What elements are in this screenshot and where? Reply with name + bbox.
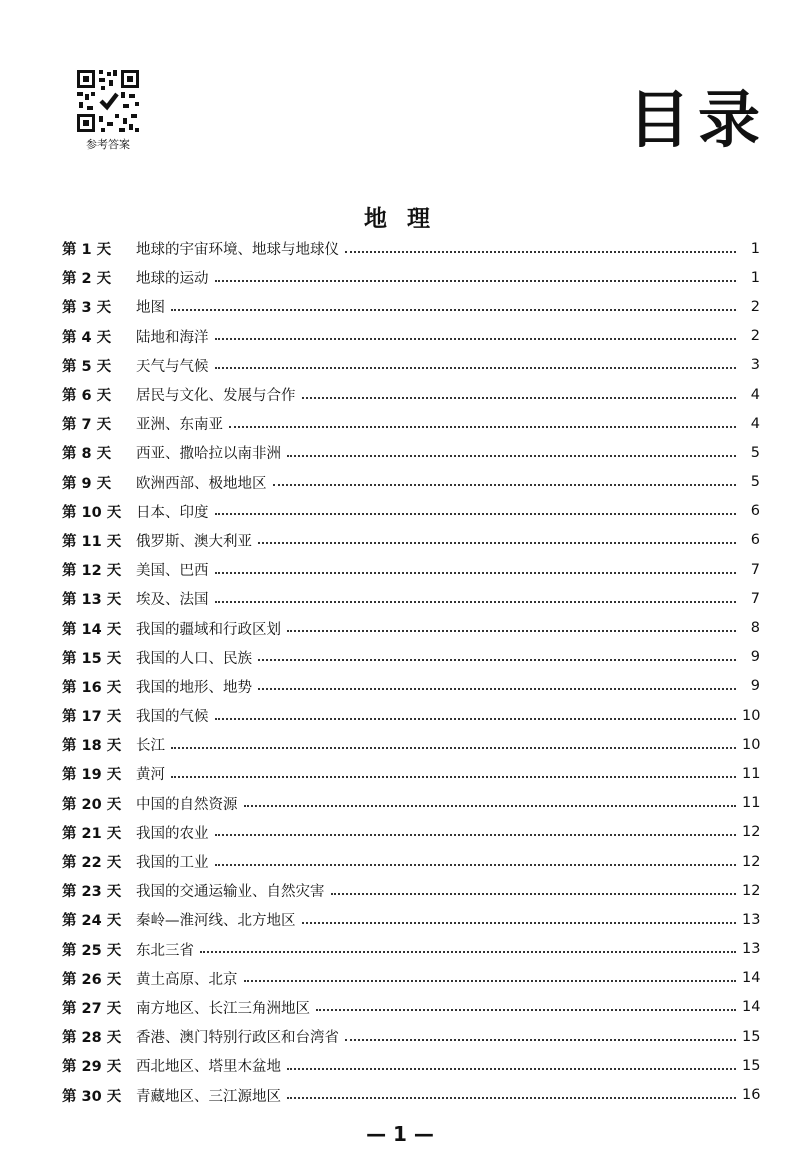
toc-day-label: 第 28 天 (62, 1030, 122, 1047)
toc-day-label: 第 30 天 (62, 1088, 122, 1105)
toc-day-label: 第 11 天 (62, 533, 122, 550)
toc-page-number: 15 (742, 1057, 761, 1074)
toc-entry-title: 俄罗斯、澳大利亚 (136, 533, 252, 550)
toc-entry[interactable] (62, 935, 760, 964)
toc-entry[interactable] (62, 701, 760, 730)
toc-day-label: 第 20 天 (62, 796, 122, 813)
toc-entry-title: 埃及、法国 (136, 592, 209, 609)
toc-dot-leader (215, 338, 737, 340)
toc-entry[interactable] (62, 584, 760, 613)
toc-entry-title: 青藏地区、三江源地区 (136, 1088, 281, 1105)
toc-entry-title: 居民与文化、发展与合作 (136, 388, 296, 405)
toc-page-number: 1 (750, 240, 760, 257)
toc-page-number: 10 (742, 707, 761, 724)
page-title: 目录 (627, 83, 768, 156)
toc-entry-title: 西北地区、塔里木盆地 (136, 1059, 281, 1076)
toc-day-label: 第 1 天 (62, 242, 112, 259)
toc-dot-leader (302, 922, 737, 924)
table-of-contents (62, 234, 760, 1110)
toc-entry[interactable] (62, 876, 760, 905)
toc-page-number: 6 (750, 503, 760, 520)
toc-page-number: 12 (742, 824, 761, 841)
toc-entry[interactable] (62, 322, 760, 351)
toc-entry[interactable] (62, 730, 760, 759)
toc-dot-leader (215, 572, 737, 574)
toc-dot-leader (287, 1097, 736, 1099)
toc-page-number: 13 (742, 911, 761, 928)
toc-entry-title: 天气与气候 (136, 358, 209, 375)
page-number: — 1 — (366, 1122, 434, 1146)
toc-page-number: 16 (742, 1087, 761, 1104)
toc-day-label: 第 23 天 (62, 884, 122, 901)
toc-page-number: 2 (750, 328, 760, 345)
toc-page-number: 3 (750, 357, 760, 374)
toc-day-label: 第 7 天 (62, 417, 112, 434)
toc-dot-leader (258, 542, 736, 544)
toc-dot-leader (229, 426, 736, 428)
toc-day-label: 第 8 天 (62, 446, 112, 463)
toc-day-label: 第 18 天 (62, 738, 122, 755)
toc-page-number: 14 (742, 999, 761, 1016)
toc-day-label: 第 12 天 (62, 563, 122, 580)
toc-dot-leader (215, 367, 737, 369)
toc-page-number: 7 (750, 561, 760, 578)
toc-entry-title: 西亚、撒哈拉以南非洲 (136, 446, 281, 463)
toc-entry[interactable] (62, 964, 760, 993)
toc-day-label: 第 22 天 (62, 855, 122, 872)
toc-entry-title: 黄河 (136, 767, 165, 784)
toc-entry[interactable] (62, 613, 760, 642)
toc-dot-leader (287, 1068, 736, 1070)
toc-dot-leader (215, 601, 737, 603)
toc-entry-title: 亚洲、东南亚 (136, 417, 223, 434)
toc-entry[interactable] (62, 468, 760, 497)
toc-day-label: 第 19 天 (62, 767, 122, 784)
toc-page-number: 4 (750, 386, 760, 403)
toc-dot-leader (171, 776, 736, 778)
toc-entry-title: 美国、巴西 (136, 563, 209, 580)
toc-page-number: 9 (750, 678, 760, 695)
toc-page-number: 7 (750, 590, 760, 607)
toc-entry[interactable] (62, 263, 760, 292)
toc-entry-title: 秦岭—淮河线、北方地区 (136, 913, 296, 930)
qr-code-icon (75, 68, 141, 134)
toc-day-label: 第 5 天 (62, 358, 112, 375)
toc-day-label: 第 29 天 (62, 1059, 122, 1076)
toc-entry-title: 黄土高原、北京 (136, 971, 238, 988)
toc-dot-leader (345, 251, 736, 253)
toc-day-label: 第 24 天 (62, 913, 122, 930)
toc-entry[interactable] (62, 1022, 760, 1051)
toc-entry[interactable] (62, 1051, 760, 1080)
toc-dot-leader (258, 688, 736, 690)
toc-entry-title: 日本、印度 (136, 504, 209, 521)
toc-day-label: 第 9 天 (62, 475, 112, 492)
toc-day-label: 第 4 天 (62, 329, 112, 346)
toc-entry[interactable] (62, 993, 760, 1022)
toc-dot-leader (273, 484, 737, 486)
toc-dot-leader (331, 893, 737, 895)
toc-day-label: 第 10 天 (62, 504, 122, 521)
toc-day-label: 第 3 天 (62, 300, 112, 317)
toc-entry[interactable] (62, 292, 760, 321)
toc-day-label: 第 17 天 (62, 709, 122, 726)
toc-entry-title: 我国的农业 (136, 825, 209, 842)
toc-page-number: 5 (750, 444, 760, 461)
toc-day-label: 第 6 天 (62, 388, 112, 405)
toc-dot-leader (215, 834, 737, 836)
toc-dot-leader (316, 1009, 736, 1011)
toc-page-number: 4 (750, 415, 760, 432)
toc-entry[interactable] (62, 818, 760, 847)
toc-dot-leader (171, 309, 736, 311)
toc-dot-leader (287, 455, 736, 457)
toc-entry-title: 地图 (136, 300, 165, 317)
toc-page-number: 5 (750, 474, 760, 491)
toc-page-number: 2 (750, 298, 760, 315)
toc-page-number: 10 (742, 736, 761, 753)
toc-page-number: 8 (750, 620, 760, 637)
toc-entry-title: 东北三省 (136, 942, 194, 959)
toc-day-label: 第 15 天 (62, 650, 122, 667)
toc-entry[interactable] (62, 351, 760, 380)
toc-page-number: 14 (742, 970, 761, 987)
toc-entry-title: 地球的运动 (136, 271, 209, 288)
toc-page-number: 1 (750, 269, 760, 286)
toc-page-number: 11 (742, 765, 761, 782)
toc-page-number: 9 (750, 649, 760, 666)
toc-day-label: 第 16 天 (62, 679, 122, 696)
toc-page-number: 11 (742, 795, 761, 812)
toc-entry[interactable] (62, 526, 760, 555)
qr-caption: 参考答案 (86, 138, 130, 151)
toc-entry-title: 香港、澳门特别行政区和台湾省 (136, 1030, 339, 1047)
answer-qr-code[interactable] (72, 68, 144, 152)
toc-entry[interactable] (62, 409, 760, 438)
toc-entry[interactable] (62, 672, 760, 701)
toc-entry-title: 地球的宇宙环境、地球与地球仪 (136, 242, 339, 259)
toc-page-number: 12 (742, 853, 761, 870)
toc-day-label: 第 21 天 (62, 825, 122, 842)
toc-entry-title: 我国的人口、民族 (136, 650, 252, 667)
toc-page-number: 15 (742, 1028, 761, 1045)
toc-day-label: 第 26 天 (62, 971, 122, 988)
toc-dot-leader (215, 513, 737, 515)
toc-entry-title: 中国的自然资源 (136, 796, 238, 813)
section-title: 地 理 (363, 205, 436, 232)
toc-page-number: 12 (742, 882, 761, 899)
toc-dot-leader (302, 397, 737, 399)
toc-dot-leader (345, 1039, 736, 1041)
toc-entry-title: 我国的气候 (136, 709, 209, 726)
toc-dot-leader (287, 630, 736, 632)
toc-entry[interactable] (62, 643, 760, 672)
toc-dot-leader (171, 747, 736, 749)
toc-entry-title: 南方地区、长江三角洲地区 (136, 1000, 310, 1017)
toc-day-label: 第 14 天 (62, 621, 122, 638)
toc-entry-title: 陆地和海洋 (136, 329, 209, 346)
toc-entry[interactable] (62, 555, 760, 584)
toc-dot-leader (215, 718, 737, 720)
toc-day-label: 第 13 天 (62, 592, 122, 609)
toc-entry[interactable] (62, 789, 760, 818)
toc-entry[interactable] (62, 380, 760, 409)
toc-page-number: 6 (750, 532, 760, 549)
toc-entry[interactable] (62, 234, 760, 263)
toc-entry[interactable] (62, 847, 760, 876)
toc-entry[interactable] (62, 438, 760, 467)
toc-entry[interactable] (62, 1080, 760, 1109)
toc-entry[interactable] (62, 497, 760, 526)
toc-entry[interactable] (62, 905, 760, 934)
toc-dot-leader (244, 805, 737, 807)
toc-entry-title: 我国的交通运输业、自然灾害 (136, 884, 325, 901)
toc-entry-title: 我国的疆域和行政区划 (136, 621, 281, 638)
toc-entry-title: 长江 (136, 738, 165, 755)
toc-day-label: 第 27 天 (62, 1000, 122, 1017)
toc-dot-leader (244, 980, 737, 982)
toc-day-label: 第 25 天 (62, 942, 122, 959)
toc-entry-title: 我国的地形、地势 (136, 679, 252, 696)
toc-dot-leader (215, 864, 737, 866)
toc-day-label: 第 2 天 (62, 271, 112, 288)
toc-entry[interactable] (62, 759, 760, 788)
toc-page-number: 13 (742, 941, 761, 958)
toc-entry-title: 我国的工业 (136, 855, 209, 872)
toc-dot-leader (200, 951, 736, 953)
toc-dot-leader (258, 659, 736, 661)
toc-entry-title: 欧洲西部、极地地区 (136, 475, 267, 492)
toc-dot-leader (215, 280, 737, 282)
